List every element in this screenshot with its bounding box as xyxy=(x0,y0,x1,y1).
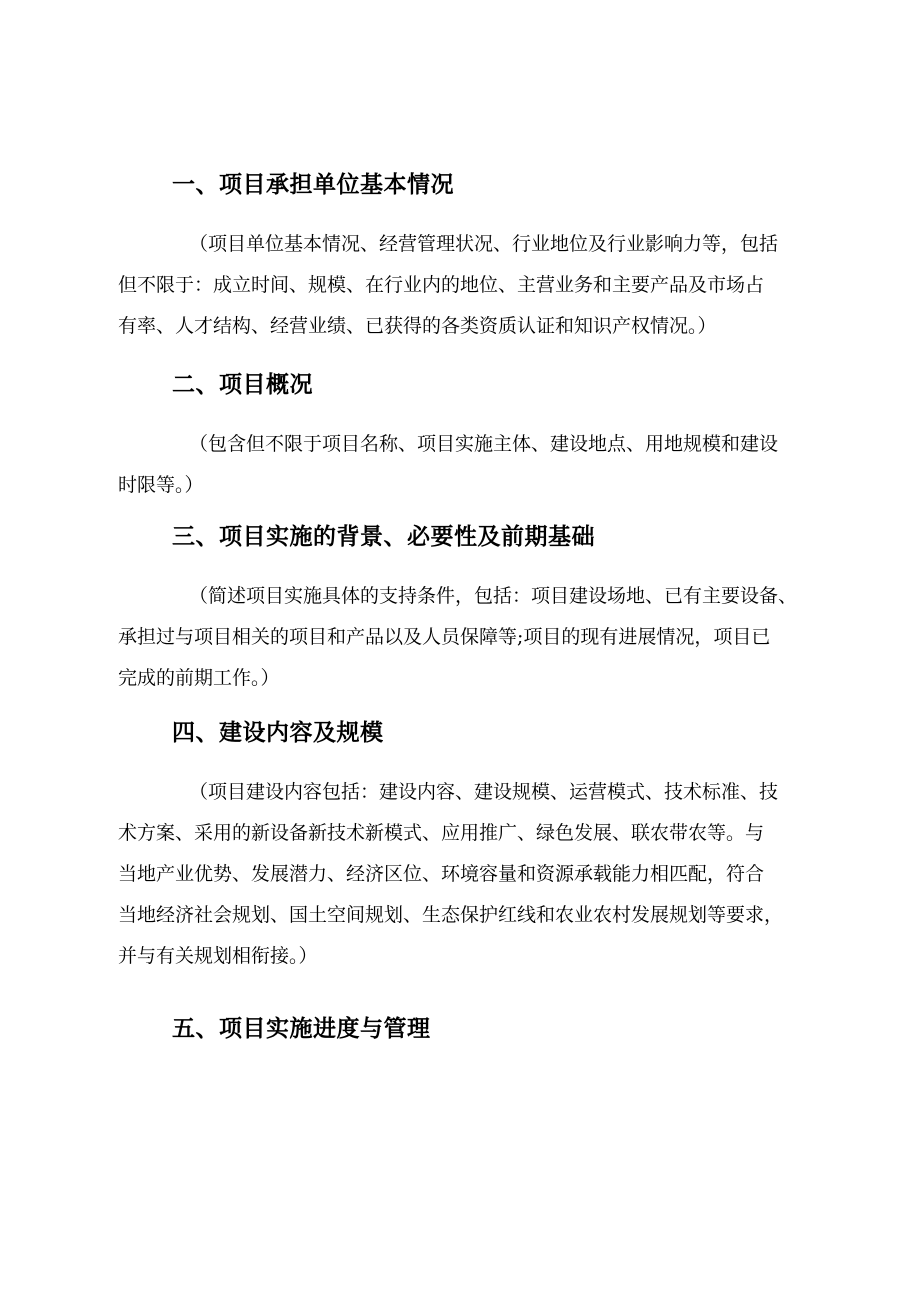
section-2-body xyxy=(118,424,818,506)
section-2-line-2: 时限等。） xyxy=(118,474,204,496)
section-1-line-2: 但不限于：成立时间、规模、在行业内的地位、主营业务和主要产品及市场占 xyxy=(118,274,765,296)
section-2-heading: 二、项目概况 xyxy=(172,372,313,398)
section-1-line-1: （项目单位基本情况、经营管理状况、行业地位及行业影响力等，包括 xyxy=(189,233,779,255)
section-4-body xyxy=(118,772,818,977)
section-4-line-5: 并与有关规划相衔接。） xyxy=(118,945,318,967)
section-4-line-4: 当地经济社会规划、国土空间规划、生态保护红线和农业农村发展规划等要求， xyxy=(118,904,784,926)
section-4-line-1: （项目建设内容包括：建设内容、建设规模、运营模式、技术标准、技 xyxy=(189,781,779,803)
section-1-line-3: 有率、人才结构、经营业绩、已获得的各类资质认证和知识产权情况。） xyxy=(118,315,717,337)
section-4-line-3: 当地产业优势、发展潜力、经济区位、环境容量和资源承载能力相匹配，符合 xyxy=(118,863,765,885)
section-1-heading: 一、项目承担单位基本情况 xyxy=(172,172,454,198)
section-4-line-2: 术方案、采用的新设备新技术新模式、应用推广、绿色发展、联农带农等。与 xyxy=(118,822,765,844)
section-4-heading: 四、建设内容及规模 xyxy=(172,720,384,746)
section-5-heading: 五、项目实施进度与管理 xyxy=(172,1016,431,1042)
section-3-line-1: （简述项目实施具体的支持条件，包括：项目建设场地、已有主要设备、 xyxy=(189,585,798,607)
section-2-line-1: （包含但不限于项目名称、项目实施主体、建设地点、用地规模和建设 xyxy=(189,433,779,455)
section-3-heading: 三、项目实施的背景、必要性及前期基础 xyxy=(172,524,595,550)
section-1-body xyxy=(118,224,818,347)
section-3-body xyxy=(118,576,818,699)
section-3-line-2: 承担过与项目相关的项目和产品以及人员保障等;项目的现有进展情况，项目已 xyxy=(118,626,771,648)
section-3-line-3: 完成的前期工作。） xyxy=(118,667,280,689)
